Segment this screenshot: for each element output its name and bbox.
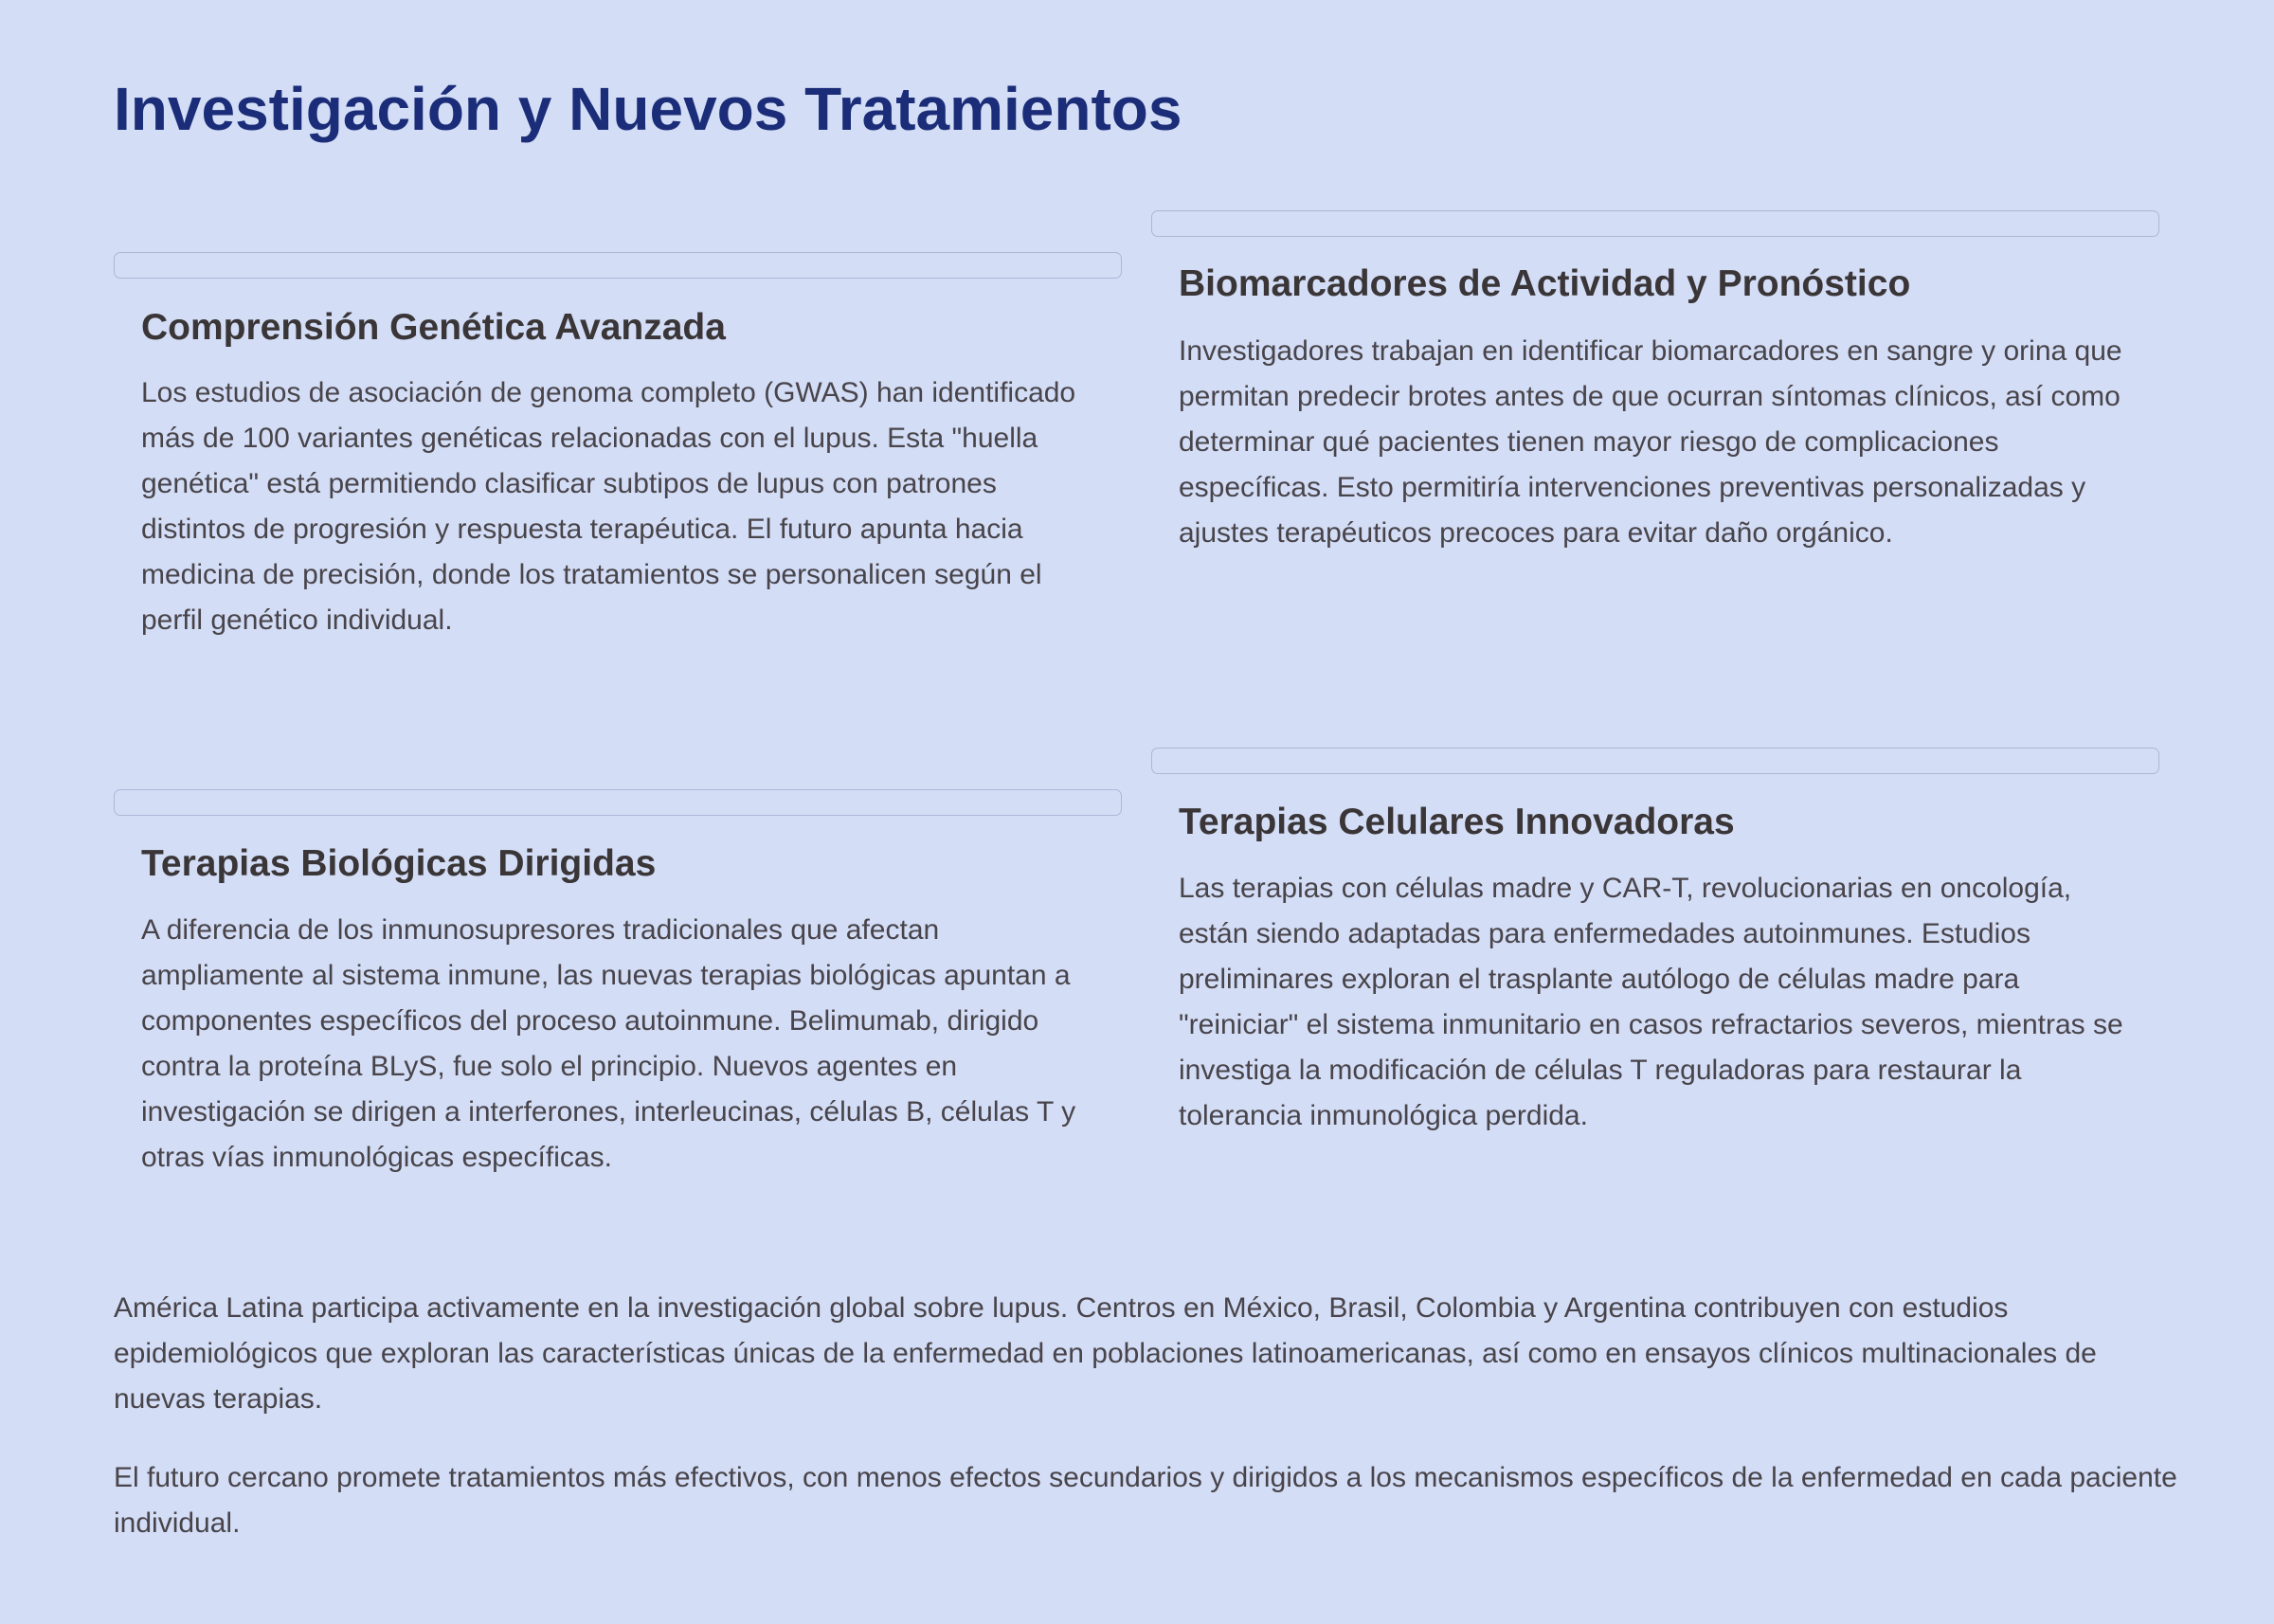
card-heading: Terapias Celulares Innovadoras — [1179, 802, 1735, 842]
card-header-bar — [114, 252, 1122, 279]
card-header-bar — [1151, 210, 2159, 237]
card-text: A diferencia de los inmunosupresores tradicionales que afectan ampliamente al sistema inmune, las nuevas terapias biológicas apuntan a componentes específicos del proceso autoinmune. Belimumab, dirigido contra la proteína BLyS, fue solo el principio. Nuevos agentes en investigación se dirigen a interferones, interleucinas, células B, células T y otras vías inmunológicas específicas. — [141, 914, 1076, 1173]
card-text: Las terapias con células madre y CAR-T, revolucionarias en oncología, están siendo adaptadas para enfermedades autoinmunes. Estudios preliminares exploran el trasplante autólogo de células madre para "reiniciar" el sistema inmunitario en casos refractarios severos, mientras se investiga la modificación de células T reguladoras para restaurar la tolerancia inmunológica perdida. — [1179, 873, 2123, 1131]
page-title: Investigación y Nuevos Tratamientos — [114, 75, 1182, 143]
card-heading: Comprensión Genética Avanzada — [141, 307, 726, 348]
future-paragraph: El futuro cercano promete tratamientos más efectivos, con menos efectos secundarios y dirigidos a los mecanismos específicos de la enfermedad en cada paciente individual. — [114, 1462, 2177, 1539]
card-text: Investigadores trabajan en identificar biomarcadores en sangre y orina que permitan predecir brotes antes de que ocurran síntomas clínicos, así como determinar qué pacientes tienen mayor riesgo de complicaciones específicas. Esto permitiría intervenciones preventivas personalizadas y ajustes terapéuticos precoces para evitar daño orgánico. — [1179, 335, 2122, 549]
card-heading: Terapias Biológicas Dirigidas — [141, 843, 657, 884]
latin-america-paragraph: América Latina participa activamente en la investigación global sobre lupus. Centros en México, Brasil, Colombia y Argentina contribuyen con estudios epidemiológicos que exploran las características únicas de la enfermedad en poblaciones latinoamericanas, así como en ensayos clínicos multinacionales de nuevas terapias. — [114, 1292, 2097, 1415]
card-header-bar — [1151, 748, 2159, 774]
card-heading: Biomarcadores de Actividad y Pronóstico — [1179, 263, 1911, 304]
card-header-bar — [114, 789, 1122, 816]
card-text: Los estudios de asociación de genoma completo (GWAS) han identificado más de 100 variantes genéticas relacionadas con el lupus. Esta "huella genética" está permitiendo clasificar subtipos de lupus con patrones distintos de progresión y respuesta terapéutica. El futuro apunta hacia medicina de precisión, donde los tratamientos se personalicen según el perfil genético individual. — [141, 377, 1076, 636]
